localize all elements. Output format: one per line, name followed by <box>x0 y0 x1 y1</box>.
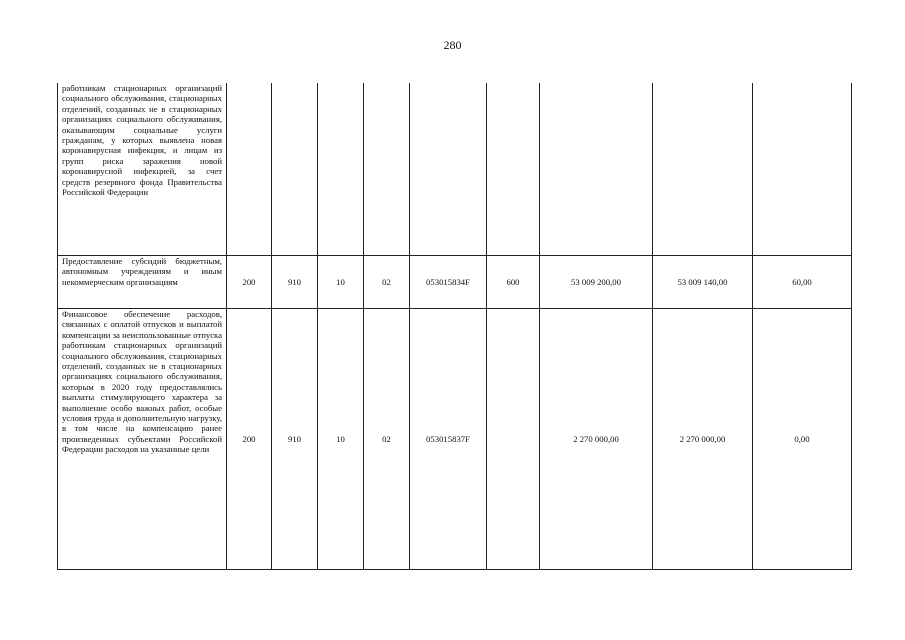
cell-c1 <box>227 83 272 256</box>
cell-c9: 60,00 <box>753 256 852 309</box>
cell-c2 <box>272 83 318 256</box>
cell-c9: 0,00 <box>753 309 852 570</box>
cell-c8: 53 009 140,00 <box>653 256 753 309</box>
row-description: Предоставление субсидий бюджетным, автономным учреждениям и иным некоммерческим организациям <box>58 256 227 309</box>
budget-table <box>57 83 852 570</box>
cell-c5: 053015837F <box>410 309 487 570</box>
cell-c1: 200 <box>227 256 272 309</box>
cell-c6 <box>487 83 540 256</box>
cell-c8: 2 270 000,00 <box>653 309 753 570</box>
row-description: работникам стационарных организаций социального обслуживания, стационарных отделений, созданных не в стационарных организациях социального обслуживания, оказывающим социальные услуги гражданам, у которых выявлена новая коронавирусная инфекция, и лицам из групп риска заражения новой коронавирусной инфекцией, за счет средств резервного фонда Правительства Российской Федерации <box>58 83 227 256</box>
cell-c6: 600 <box>487 256 540 309</box>
cell-c4 <box>364 83 410 256</box>
cell-c5 <box>410 83 487 256</box>
cell-c7: 53 009 200,00 <box>540 256 653 309</box>
cell-c3 <box>318 83 364 256</box>
cell-c4: 02 <box>364 309 410 570</box>
cell-c7: 2 270 000,00 <box>540 309 653 570</box>
cell-c4: 02 <box>364 256 410 309</box>
cell-c5: 053015834F <box>410 256 487 309</box>
cell-c7 <box>540 83 653 256</box>
cell-c8 <box>653 83 753 256</box>
cell-c2: 910 <box>272 256 318 309</box>
cell-c9 <box>753 83 852 256</box>
table-row <box>58 83 852 256</box>
cell-c1: 200 <box>227 309 272 570</box>
row-description: Финансовое обеспечение расходов, связанных с оплатой отпусков и выплатой компенсации за неиспользованные отпуска работникам стационарных организаций социального обслуживания, стационарных отделений, созданных не в стационарных организациях социального обслуживания, которым в 2020 году предоставлялись выплаты стимулирующего характера за выполнение особо важных работ, особые условия труда и дополнительную нагрузку, в том числе на компенсацию ранее произведенных субъектами Российской Федерации расходов на указанные цели <box>58 309 227 570</box>
table-row <box>58 309 852 570</box>
cell-c2: 910 <box>272 309 318 570</box>
page-number: 280 <box>443 38 462 52</box>
cell-c6 <box>487 309 540 570</box>
table-row <box>58 256 852 309</box>
cell-c3: 10 <box>318 309 364 570</box>
cell-c3: 10 <box>318 256 364 309</box>
